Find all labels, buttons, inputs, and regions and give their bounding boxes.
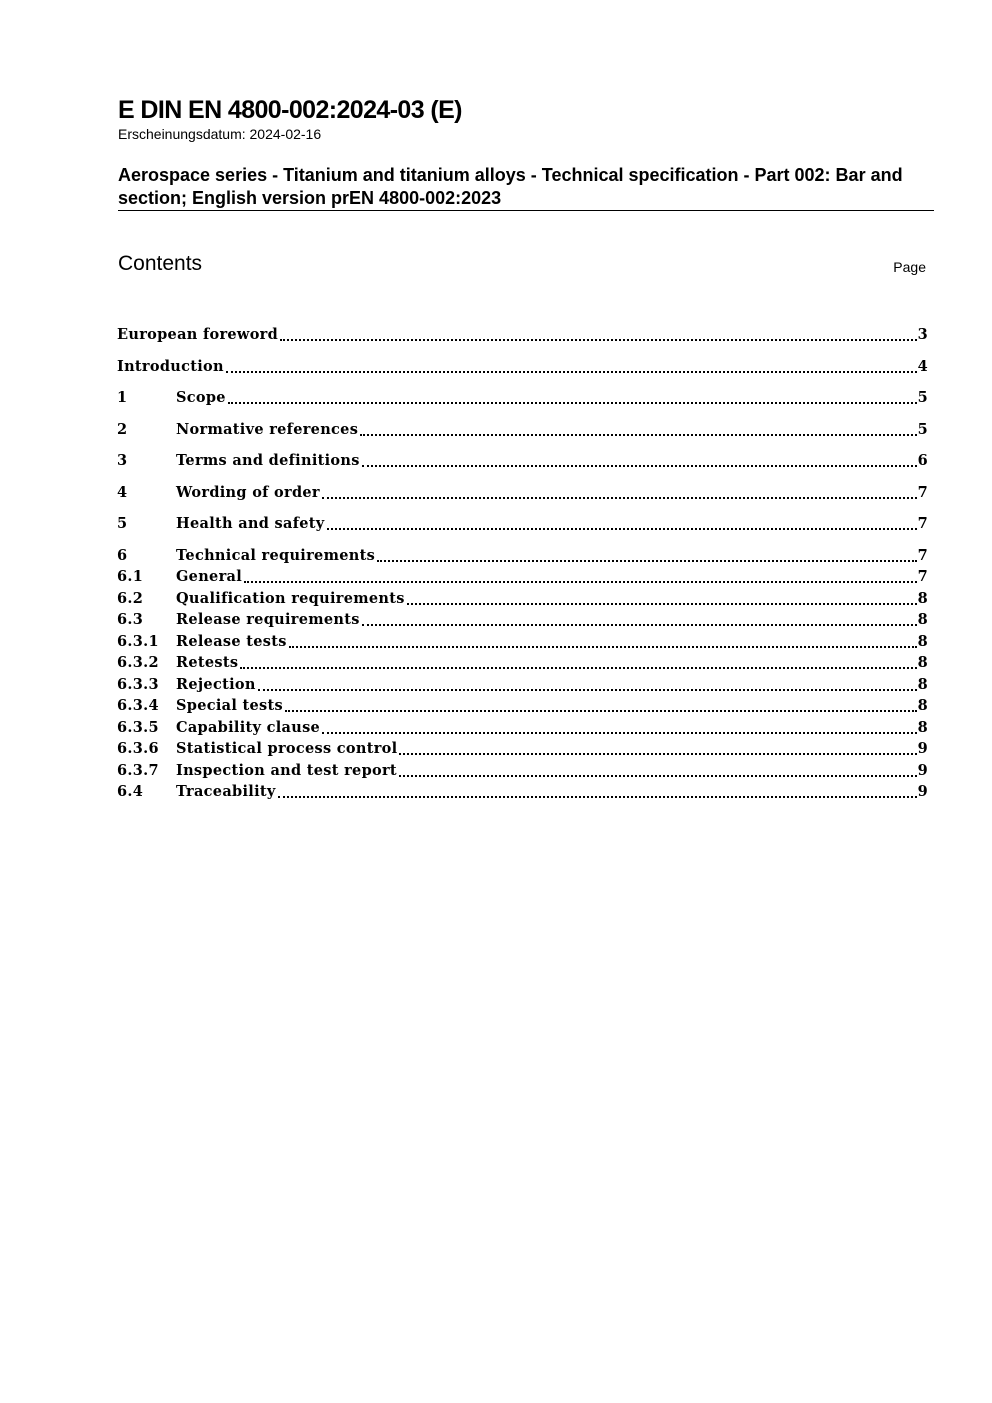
- toc-entry-page: 8: [917, 633, 928, 650]
- toc-entry[interactable]: [117, 588, 928, 610]
- toc-entry-page: 6: [917, 452, 928, 469]
- toc-entry-number: 6.2: [117, 590, 144, 607]
- toc-entry-title: Capability clause: [176, 719, 321, 736]
- toc-entry[interactable]: [117, 674, 928, 696]
- issue-date: Erscheinungsdatum: 2024-02-16: [118, 126, 322, 142]
- toc-entry-title: Health and safety: [176, 515, 325, 532]
- toc-entry[interactable]: [117, 324, 928, 346]
- toc-entry-page: 8: [917, 611, 928, 628]
- toc-entry[interactable]: [117, 419, 928, 441]
- toc-entry-number: 6.3: [117, 611, 144, 628]
- toc-entry[interactable]: [117, 695, 928, 717]
- toc-entry-page: 5: [917, 389, 928, 406]
- document-subtitle: Aerospace series - Titanium and titanium alloys - Technical specification - Part 002: Bar and section; English version prEN 4800-002:2023: [118, 165, 903, 208]
- toc-entry[interactable]: [117, 545, 928, 567]
- toc-entry-number: 6.3.1: [117, 633, 159, 650]
- toc-dot-leader: [360, 434, 916, 436]
- toc-entry-page: 4: [917, 358, 928, 375]
- toc-entry-title: Scope: [176, 389, 226, 406]
- toc-entry-page: 8: [917, 719, 928, 736]
- toc-entry[interactable]: [117, 609, 928, 631]
- toc-entry-number: 6.3.7: [117, 762, 159, 779]
- toc-entry-number: 5: [117, 515, 128, 532]
- toc-dot-leader: [399, 753, 916, 755]
- toc-entry-page: 7: [917, 547, 928, 564]
- toc-entry-page: 9: [917, 762, 928, 779]
- toc-entry-title: Terms and definitions: [176, 452, 360, 469]
- toc-entry-number: 3: [117, 452, 128, 469]
- toc-dot-leader: [258, 689, 917, 691]
- toc-entry[interactable]: [117, 760, 928, 782]
- document-id: E DIN EN 4800-002:2024-03 (E): [118, 96, 462, 124]
- toc-dot-leader: [244, 581, 917, 583]
- toc-dot-leader: [322, 732, 917, 734]
- toc-entry-title: Special tests: [176, 697, 283, 714]
- toc-entry-title: Normative references: [176, 421, 359, 438]
- toc-entry-title: Release requirements: [176, 611, 360, 628]
- toc-entry[interactable]: [117, 513, 928, 535]
- toc-dot-leader: [228, 402, 917, 404]
- toc-dot-leader: [278, 796, 917, 798]
- toc-entry-title: Traceability: [176, 783, 276, 800]
- toc-dot-leader: [399, 775, 917, 777]
- toc-entry-number: 4: [117, 484, 128, 501]
- toc-entry[interactable]: [117, 717, 928, 739]
- toc-dot-leader: [362, 624, 917, 626]
- toc-entry[interactable]: [117, 387, 928, 409]
- toc-dot-leader: [240, 667, 916, 669]
- toc-entry-page: 9: [917, 740, 928, 757]
- toc-dot-leader: [285, 710, 917, 712]
- toc-entry-title: Introduction: [117, 358, 224, 375]
- toc-entry-title: European foreword: [117, 326, 279, 343]
- toc-entry-number: 1: [117, 389, 128, 406]
- toc-entry-number: 6.3.6: [117, 740, 159, 757]
- toc-entry-title: Rejection: [176, 676, 256, 693]
- toc-entry-title: Statistical process control: [176, 740, 398, 757]
- toc-entry-number: 6.3.3: [117, 676, 159, 693]
- toc-entry-title: General: [176, 568, 243, 585]
- toc-dot-leader: [322, 497, 917, 499]
- toc-entry-page: 8: [917, 654, 928, 671]
- toc-entry-number: 6: [117, 547, 128, 564]
- toc-entry-page: 8: [917, 676, 928, 693]
- toc-entry[interactable]: [117, 450, 928, 472]
- toc-dot-leader: [407, 603, 917, 605]
- toc-dot-leader: [362, 465, 917, 467]
- toc-dot-leader: [289, 646, 917, 648]
- toc-entry-page: 3: [917, 326, 928, 343]
- toc-entry-page: 8: [917, 590, 928, 607]
- toc-dot-leader: [280, 339, 917, 341]
- toc-entry-number: 6.3.4: [117, 697, 159, 714]
- toc-entry-title: Wording of order: [176, 484, 320, 501]
- toc-entry[interactable]: [117, 631, 928, 653]
- toc-dot-leader: [327, 528, 917, 530]
- toc-entry-page: 7: [917, 515, 928, 532]
- toc-dot-leader: [377, 560, 917, 562]
- page-column-label: Page: [893, 259, 926, 275]
- toc-entry-number: 6.3.5: [117, 719, 159, 736]
- toc-entry-page: 5: [917, 421, 928, 438]
- toc-dot-leader: [226, 371, 917, 373]
- toc-entry-title: Technical requirements: [176, 547, 376, 564]
- toc-entry-number: 2: [117, 421, 128, 438]
- toc-entry-title: Inspection and test report: [176, 762, 397, 779]
- toc-entry[interactable]: [117, 652, 928, 674]
- toc-entry-title: Release tests: [176, 633, 287, 650]
- toc-entry-number: 6.4: [117, 783, 144, 800]
- toc-entry-page: 7: [917, 568, 928, 585]
- contents-heading: Contents: [118, 252, 203, 275]
- toc-entry[interactable]: [117, 482, 928, 504]
- toc-entry-page: 7: [917, 484, 928, 501]
- toc-entry-number: 6.1: [117, 568, 144, 585]
- toc-entry-page: 9: [917, 783, 928, 800]
- toc-entry-page: 8: [917, 697, 928, 714]
- toc-entry[interactable]: [117, 738, 928, 760]
- header-rule: [118, 210, 934, 211]
- toc-entry-title: Retests: [176, 654, 239, 671]
- toc-entry[interactable]: [117, 356, 928, 378]
- toc-entry-title: Qualification requirements: [176, 590, 405, 607]
- toc-entry-number: 6.3.2: [117, 654, 159, 671]
- toc-entry[interactable]: [117, 566, 928, 588]
- toc-entry[interactable]: [117, 781, 928, 803]
